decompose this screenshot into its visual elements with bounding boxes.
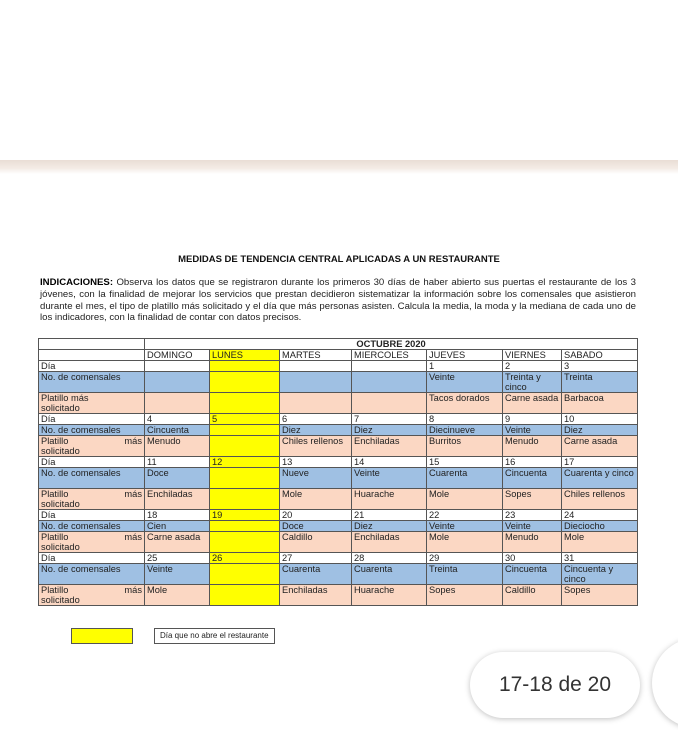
- platillo-cell: Menudo: [503, 436, 562, 457]
- comensales-cell: [280, 372, 352, 393]
- page-divider-band: [0, 160, 678, 174]
- comensales-cell: Cincuenta: [503, 468, 562, 489]
- floating-action-button[interactable]: [652, 638, 678, 728]
- day-header-martes: MARTES: [280, 350, 352, 361]
- day-number-cell: [145, 361, 210, 372]
- platillo-cell: Huarache: [352, 489, 427, 510]
- comensales-cell: Cien: [145, 521, 210, 532]
- platillo-cell: Burritos: [427, 436, 503, 457]
- day-number-cell: 4: [145, 414, 210, 425]
- row-label-platillo: [39, 532, 145, 553]
- day-number-cell: 3: [562, 361, 638, 372]
- legend-color-swatch: [71, 628, 133, 644]
- comensales-cell: Doce: [280, 521, 352, 532]
- platillo-cell: Sopes: [427, 585, 503, 606]
- comensales-cell: Dieciocho: [562, 521, 638, 532]
- row-label-comensales: No. de comensales: [39, 468, 145, 489]
- day-number-cell: 10: [562, 414, 638, 425]
- instructions-text: Observa los datos que se registraron durante los primeros 30 días de haber abierto sus puertas el restaurante de los 3 jóvenes, con la finalidad de mejorar los servicios que prestan decidieron sistematizar la información sobre los comensales que asistieron durante el mes, el tipo de platillo más solicitado y el día que más personas asisten. Calcula la media, la moda y la mediana de cada uno de los indicadores, con la finalidad de contar con datos precisos.: [40, 277, 636, 324]
- comensales-cell: Cuarenta: [352, 564, 427, 585]
- platillo-label-line1: [41, 489, 142, 499]
- platillo-cell: Mole: [562, 532, 638, 553]
- day-header-jueves: JUEVES: [427, 350, 503, 361]
- day-number-cell: 24: [562, 510, 638, 521]
- day-number-cell: 1: [427, 361, 503, 372]
- comensales-cell: Diez: [352, 425, 427, 436]
- mas-word: más: [124, 532, 142, 542]
- platillo-word: Platillo: [41, 436, 69, 446]
- platillo-cell: Caldillo: [503, 585, 562, 606]
- platillo-cell: Enchiladas: [280, 585, 352, 606]
- platillo-word: Platillo: [41, 532, 69, 542]
- day-number-cell: [280, 361, 352, 372]
- day-number-cell: 8: [427, 414, 503, 425]
- comensales-cell: Diez: [562, 425, 638, 436]
- platillo-cell: [145, 393, 210, 414]
- comensales-cell: [210, 564, 280, 585]
- day-number-cell: 16: [503, 457, 562, 468]
- platillo-cell: Menudo: [503, 532, 562, 553]
- day-number-cell: [352, 361, 427, 372]
- platillo-cell: Mole: [145, 585, 210, 606]
- day-number-cell: 20: [280, 510, 352, 521]
- document-title: MEDIDAS DE TENDENCIA CENTRAL APLICADAS A UN RESTAURANTE: [178, 254, 500, 265]
- day-number-cell: 27: [280, 553, 352, 564]
- day-header-domingo: DOMINGO: [145, 350, 210, 361]
- platillo-cell: [352, 393, 427, 414]
- day-number-cell: 29: [427, 553, 503, 564]
- platillo-cell: Mole: [427, 532, 503, 553]
- comensales-cell: Cincuenta: [503, 564, 562, 585]
- row-label-dia: Día: [39, 510, 145, 521]
- comensales-cell: Diez: [352, 521, 427, 532]
- day-number-cell: 6: [280, 414, 352, 425]
- comensales-cell: Diez: [280, 425, 352, 436]
- mas-word: más: [124, 489, 142, 499]
- comensales-cell: Cuarenta: [280, 564, 352, 585]
- instructions-label: INDICACIONES:: [40, 277, 114, 288]
- row-label-dia: Día: [39, 414, 145, 425]
- platillo-label-line2: solicitado: [41, 446, 80, 456]
- comensales-cell: [352, 372, 427, 393]
- comensales-cell: [210, 468, 280, 489]
- platillo-cell: Enchiladas: [352, 436, 427, 457]
- comensales-cell: Veinte: [352, 468, 427, 489]
- row-label-platillo: [39, 393, 145, 414]
- mas-word: más: [124, 585, 142, 595]
- day-header-lunes: LUNES: [210, 350, 280, 361]
- platillo-cell: Mole: [427, 489, 503, 510]
- platillo-cell: Enchiladas: [352, 532, 427, 553]
- platillo-cell: [210, 489, 280, 510]
- row-label-comensales: No. de comensales: [39, 521, 145, 532]
- day-header-sabado: SABADO: [562, 350, 638, 361]
- day-number-cell: 15: [427, 457, 503, 468]
- day-number-cell: 21: [352, 510, 427, 521]
- platillo-cell: Menudo: [145, 436, 210, 457]
- day-number-cell: 26: [210, 553, 280, 564]
- platillo-cell: Mole: [280, 489, 352, 510]
- comensales-cell: Diecinueve: [427, 425, 503, 436]
- comensales-cell: Veinte: [503, 425, 562, 436]
- day-number-cell: 31: [562, 553, 638, 564]
- day-number-cell: 30: [503, 553, 562, 564]
- day-number-cell: 18: [145, 510, 210, 521]
- row-label-platillo: [39, 436, 145, 457]
- platillo-cell: Carne asada: [145, 532, 210, 553]
- day-number-cell: 23: [503, 510, 562, 521]
- platillo-label-line2: solicitado: [41, 542, 80, 552]
- legend-label: Día que no abre el restaurante: [154, 628, 275, 644]
- comensales-cell: Cincuenta: [145, 425, 210, 436]
- row-label-dia: Día: [39, 361, 145, 372]
- instructions-paragraph: [40, 277, 636, 324]
- comensales-cell: Cuarenta: [427, 468, 503, 489]
- comensales-cell: [145, 372, 210, 393]
- platillo-label-line2: solicitado: [41, 499, 80, 509]
- comensales-cell: [210, 425, 280, 436]
- platillo-cell: Carne asada: [562, 436, 638, 457]
- row-label-platillo: [39, 489, 145, 510]
- platillo-label-line2: solicitado: [41, 403, 80, 413]
- platillo-label-line1: [41, 436, 142, 446]
- day-header-viernes: VIERNES: [503, 350, 562, 361]
- platillo-label-line1: [41, 532, 142, 542]
- platillo-cell: Caldillo: [280, 532, 352, 553]
- day-number-cell: 19: [210, 510, 280, 521]
- day-number-cell: 11: [145, 457, 210, 468]
- comensales-cell: Doce: [145, 468, 210, 489]
- comensales-cell: Veinte: [503, 521, 562, 532]
- platillo-word: Platillo: [41, 585, 69, 595]
- row-label-platillo: [39, 585, 145, 606]
- platillo-cell: Chiles rellenos: [562, 489, 638, 510]
- table-corner: [39, 339, 145, 350]
- day-number-cell: 12: [210, 457, 280, 468]
- comensales-cell: Cincuenta y cinco: [562, 564, 638, 585]
- row-label-dia: Día: [39, 457, 145, 468]
- row-label-comensales: No. de comensales: [39, 372, 145, 393]
- platillo-cell: Chiles rellenos: [280, 436, 352, 457]
- comensales-cell: Treinta: [427, 564, 503, 585]
- day-number-cell: 22: [427, 510, 503, 521]
- table-corner: [39, 350, 145, 361]
- comensales-cell: Treinta: [562, 372, 638, 393]
- platillo-cell: Tacos dorados: [427, 393, 503, 414]
- comensales-cell: Cuarenta y cinco: [562, 468, 638, 489]
- day-number-cell: 13: [280, 457, 352, 468]
- comensales-cell: Treinta y cinco: [503, 372, 562, 393]
- platillo-cell: [210, 585, 280, 606]
- row-label-dia: Día: [39, 553, 145, 564]
- platillo-label-line1: Platillo más: [41, 393, 89, 403]
- day-number-cell: 17: [562, 457, 638, 468]
- platillo-cell: Carne asada: [503, 393, 562, 414]
- day-number-cell: 28: [352, 553, 427, 564]
- comensales-cell: Veinte: [427, 372, 503, 393]
- day-number-cell: 2: [503, 361, 562, 372]
- platillo-cell: [210, 436, 280, 457]
- platillo-cell: [210, 532, 280, 553]
- platillo-cell: [280, 393, 352, 414]
- platillo-cell: [210, 393, 280, 414]
- row-label-comensales: No. de comensales: [39, 564, 145, 585]
- platillo-label-line2: solicitado: [41, 595, 80, 605]
- comensales-cell: Veinte: [145, 564, 210, 585]
- month-header: OCTUBRE 2020: [145, 339, 638, 350]
- day-header-miercoles: MIERCOLES: [352, 350, 427, 361]
- page-counter: 17-18 de 20: [470, 652, 640, 718]
- platillo-cell: Sopes: [503, 489, 562, 510]
- day-number-cell: 14: [352, 457, 427, 468]
- restaurant-data-table: [38, 338, 638, 606]
- platillo-cell: Barbacoa: [562, 393, 638, 414]
- comensales-cell: Nueve: [280, 468, 352, 489]
- platillo-label-line1: [41, 585, 142, 595]
- comensales-cell: Veinte: [427, 521, 503, 532]
- comensales-cell: [210, 372, 280, 393]
- mas-word: más: [124, 436, 142, 446]
- platillo-cell: Enchiladas: [145, 489, 210, 510]
- platillo-cell: Huarache: [352, 585, 427, 606]
- platillo-cell: Sopes: [562, 585, 638, 606]
- platillo-word: Platillo: [41, 489, 69, 499]
- day-number-cell: 25: [145, 553, 210, 564]
- day-number-cell: 5: [210, 414, 280, 425]
- day-number-cell: [210, 361, 280, 372]
- row-label-comensales: No. de comensales: [39, 425, 145, 436]
- day-number-cell: 7: [352, 414, 427, 425]
- comensales-cell: [210, 521, 280, 532]
- day-number-cell: 9: [503, 414, 562, 425]
